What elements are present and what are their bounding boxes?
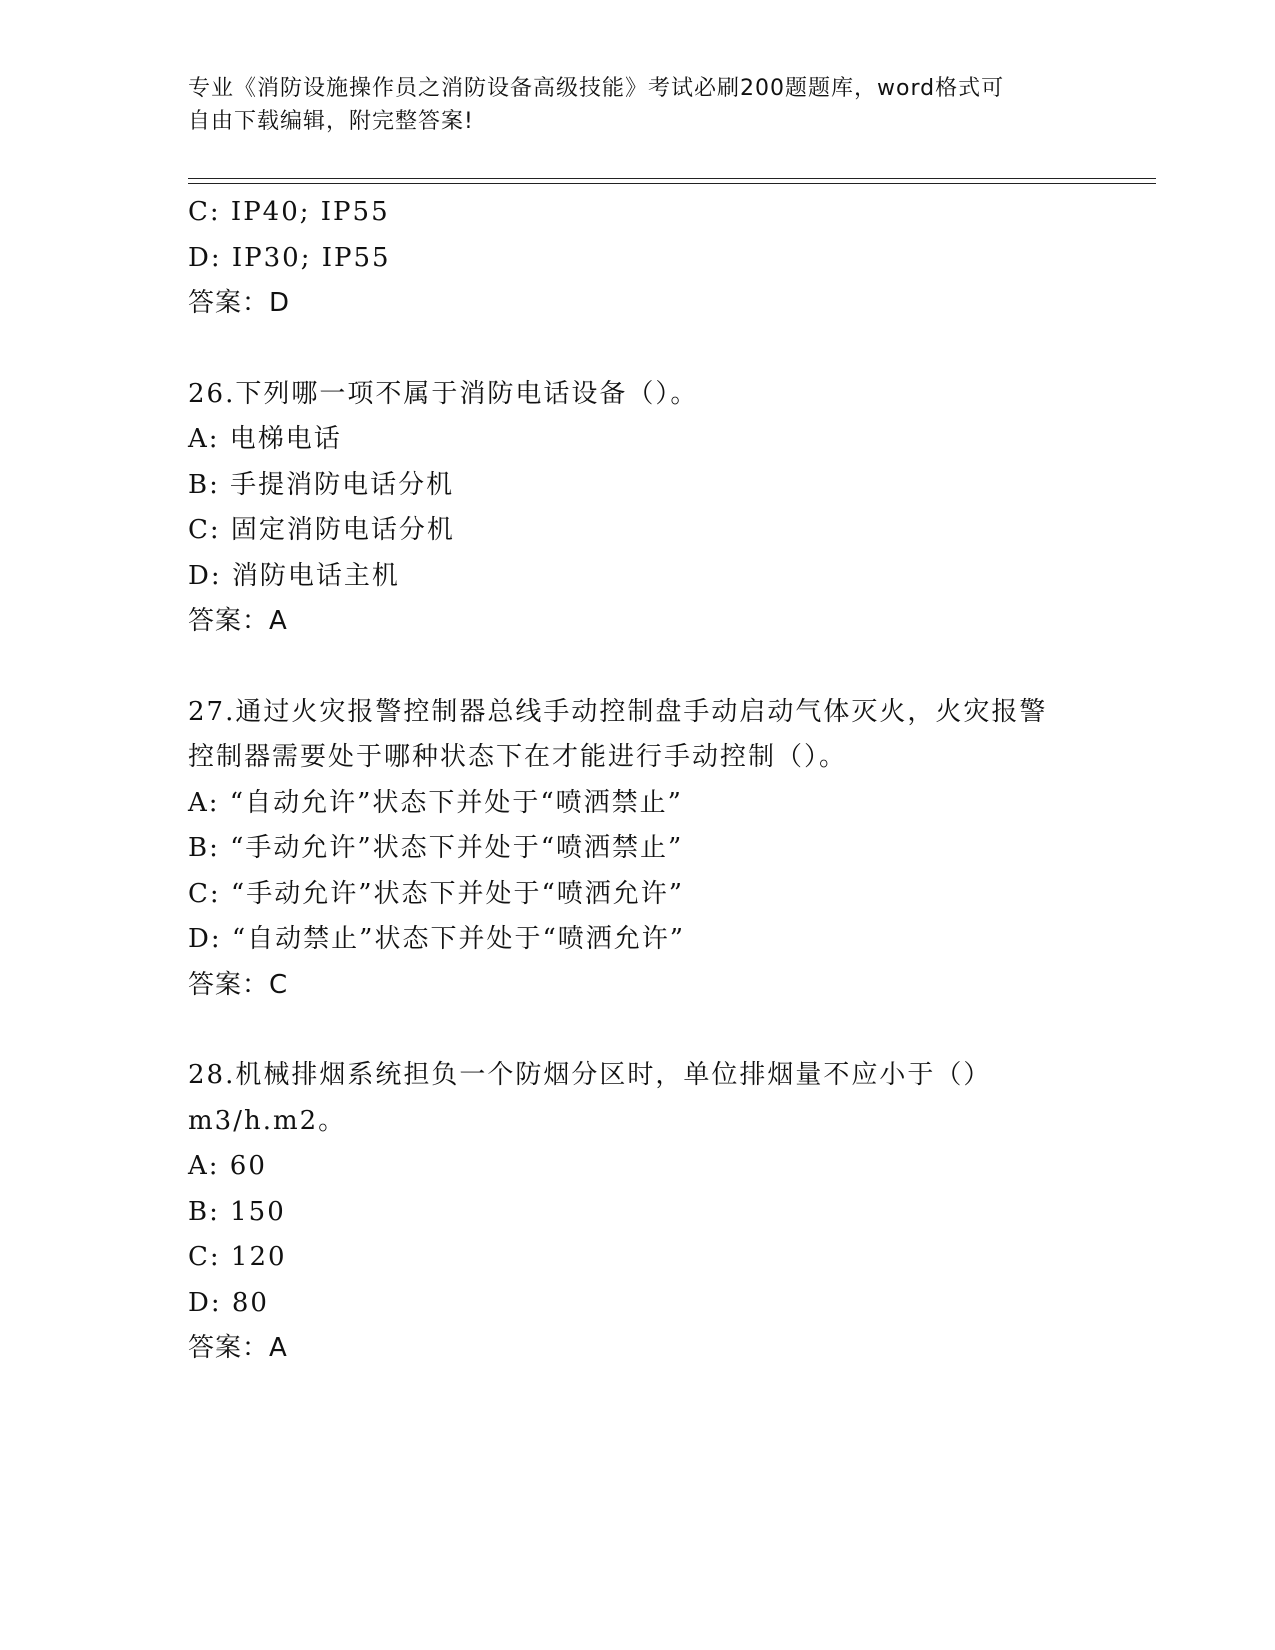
option-c: C: 固定消防电话分机: [188, 515, 455, 545]
question-27: [188, 690, 1138, 1009]
document-header: [188, 72, 1088, 138]
header-line-2: 自由下载编辑，附完整答案!: [188, 109, 474, 134]
option-b: B: 手提消防电话分机: [188, 469, 455, 500]
option-d: D: 消防电话主机: [188, 560, 400, 591]
previous-question-tail: [188, 190, 1138, 327]
question-content: [188, 190, 1138, 1372]
option-c: C: IP40; IP55: [188, 197, 390, 227]
question-stem-line-2: 控制器需要处于哪种状态下在才能进行手动控制（）。: [188, 742, 848, 772]
option-d: D: 80: [188, 1287, 269, 1318]
option-a: A: “自动允许”状态下并处于“喷洒禁止”: [188, 787, 683, 818]
option-c: C: “手动允许”状态下并处于“喷洒允许”: [188, 878, 685, 909]
question-stem-line-1: 27.通过火灾报警控制器总线手动控制盘手动启动气体灭火，火灾报警: [188, 696, 1048, 727]
header-divider-bottom: [188, 183, 1156, 184]
question-26: [188, 372, 1138, 645]
question-stem: 26.下列哪一项不属于消防电话设备（）。: [188, 378, 699, 409]
header-divider-top: [188, 178, 1156, 179]
option-a: A: 60: [188, 1151, 267, 1181]
question-stem-line-1: 28.机械排烟系统担负一个防烟分区时，单位排烟量不应小于（）: [188, 1060, 992, 1090]
option-b: B: “手动允许”状态下并处于“喷洒禁止”: [188, 833, 684, 863]
question-28: [188, 1053, 1138, 1372]
answer-line: 答案：D: [188, 288, 291, 318]
option-b: B: 150: [188, 1196, 286, 1227]
answer-line: 答案：A: [188, 606, 288, 636]
option-c: C: 120: [188, 1242, 287, 1272]
answer-line: 答案：C: [188, 969, 289, 1000]
option-d: D: IP30; IP55: [188, 242, 391, 273]
question-stem-line-2: m3/h.m2。: [188, 1105, 347, 1136]
header-line-1: 专业《消防设施操作员之消防设备高级技能》考试必刷200题题库，word格式可: [188, 76, 1005, 101]
option-d: D: “自动禁止”状态下并处于“喷洒允许”: [188, 924, 686, 954]
option-a: A: 电梯电话: [188, 424, 342, 454]
answer-line: 答案：A: [188, 1333, 288, 1363]
